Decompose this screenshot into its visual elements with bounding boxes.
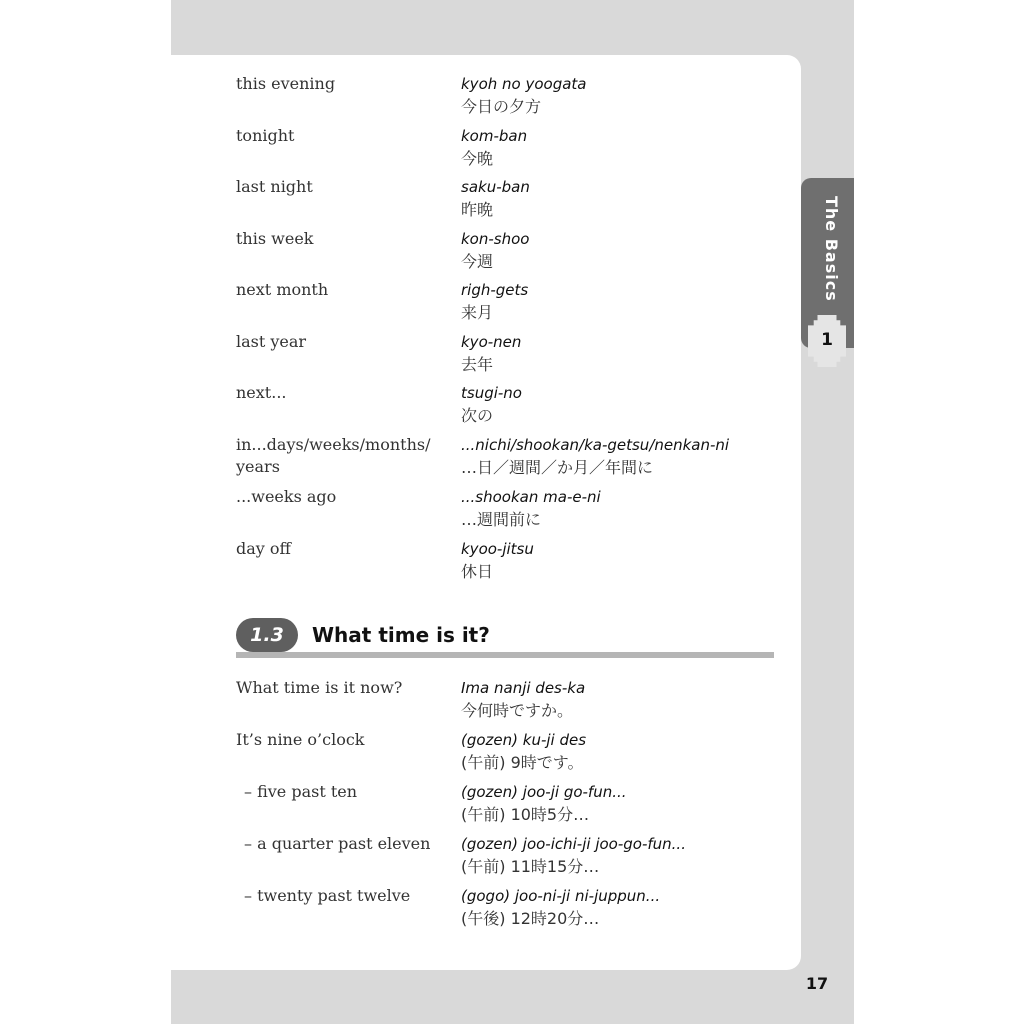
page-number: 17 bbox=[805, 974, 829, 993]
phrase-row bbox=[236, 781, 796, 827]
chapter-number: 1 bbox=[821, 330, 833, 350]
phrase-row bbox=[236, 434, 796, 480]
section-heading bbox=[236, 618, 774, 660]
english-phrase: What time is it now? bbox=[236, 678, 403, 697]
translation bbox=[461, 885, 796, 930]
japanese-text: 昨晩 bbox=[461, 200, 494, 219]
translation bbox=[461, 434, 796, 479]
romaji-text: kyoh no yoogata bbox=[461, 75, 587, 93]
japanese-text: …日／週間／か月／年間に bbox=[461, 458, 654, 477]
translation bbox=[461, 331, 796, 376]
phrase-row bbox=[236, 331, 796, 377]
translation bbox=[461, 279, 796, 324]
japanese-text: (午前) 10時5分… bbox=[461, 805, 590, 824]
phrase-row bbox=[236, 125, 796, 171]
translation bbox=[461, 73, 796, 118]
japanese-text: 来月 bbox=[461, 303, 494, 322]
translation bbox=[461, 125, 796, 170]
romaji-text: ...shookan ma-e-ni bbox=[461, 488, 601, 506]
english-phrase: last year bbox=[236, 331, 307, 351]
japanese-text: 今週 bbox=[461, 251, 494, 271]
phrase-row bbox=[236, 279, 796, 325]
japanese-text: …週間前に bbox=[461, 510, 542, 529]
romaji-text: (gozen) joo-ji go-fun... bbox=[461, 783, 627, 801]
english-phrase: – twenty past twelve bbox=[244, 886, 411, 905]
japanese-text: 今晩 bbox=[461, 148, 494, 168]
japanese-text: (午前) 11時15分… bbox=[461, 857, 600, 876]
translation bbox=[461, 781, 796, 826]
translation bbox=[461, 538, 796, 583]
japanese-text: (午後) 12時20分… bbox=[461, 909, 600, 928]
english-phrase: this week bbox=[236, 228, 314, 248]
japanese-text: 今何時ですか。 bbox=[461, 701, 574, 720]
english-phrase: – a quarter past eleven bbox=[244, 834, 431, 853]
phrase-row bbox=[236, 176, 796, 222]
translation bbox=[461, 228, 796, 273]
romaji-text: kon-shoo bbox=[461, 229, 530, 248]
romaji-text: righ-gets bbox=[461, 281, 529, 299]
phrase-row bbox=[236, 833, 796, 879]
translation bbox=[461, 677, 796, 722]
phrase-row bbox=[236, 382, 796, 428]
japanese-text: 去年 bbox=[461, 354, 494, 374]
english-phrase: It’s nine o’clock bbox=[236, 730, 365, 749]
english-phrase: – five past ten bbox=[244, 782, 358, 801]
japanese-text: 次の bbox=[461, 406, 494, 425]
japanese-text: 今日の夕方 bbox=[461, 97, 542, 116]
romaji-text: (gogo) joo-ni-ji ni-juppun... bbox=[461, 887, 661, 905]
english-phrase: last night bbox=[236, 177, 313, 196]
phrase-row bbox=[236, 73, 796, 119]
chapter-tab-label: The Basics bbox=[822, 196, 841, 302]
phrase-row bbox=[236, 486, 796, 532]
romaji-text: (gozen) joo-ichi-ji joo-go-fun... bbox=[461, 835, 686, 853]
phrase-row bbox=[236, 228, 796, 274]
romaji-text: (gozen) ku-ji des bbox=[461, 731, 587, 749]
phrase-row bbox=[236, 677, 796, 723]
phrase-row bbox=[236, 729, 796, 775]
english-phrase: this evening bbox=[236, 74, 336, 93]
romaji-text: tsugi-no bbox=[461, 384, 522, 402]
english-phrase: day off bbox=[236, 539, 291, 558]
translation bbox=[461, 382, 796, 427]
phrase-row bbox=[236, 538, 796, 584]
section-number-badge: 1.3 bbox=[236, 618, 298, 652]
romaji-text: kom-ban bbox=[461, 126, 528, 145]
english-phrase: next... bbox=[236, 383, 287, 402]
translation bbox=[461, 486, 796, 531]
phrase-row bbox=[236, 885, 796, 931]
translation bbox=[461, 833, 796, 878]
translation bbox=[461, 729, 796, 774]
english-phrase: ...weeks ago bbox=[236, 487, 337, 506]
section-divider bbox=[236, 652, 774, 658]
romaji-text: ...nichi/shookan/ka-getsu/nenkan-ni bbox=[461, 436, 730, 454]
japanese-text: (午前) 9時です。 bbox=[461, 753, 584, 772]
romaji-text: kyoo-jitsu bbox=[461, 540, 534, 558]
english-phrase: tonight bbox=[236, 125, 295, 145]
romaji-text: Ima nanji des-ka bbox=[461, 679, 586, 697]
english-phrase: next month bbox=[236, 280, 329, 299]
romaji-text: saku-ban bbox=[461, 178, 530, 196]
english-phrase: in...days/weeks/months/ years bbox=[236, 435, 431, 476]
translation bbox=[461, 176, 796, 221]
section-title: What time is it? bbox=[312, 623, 490, 647]
romaji-text: kyo-nen bbox=[461, 332, 522, 351]
japanese-text: 休日 bbox=[461, 562, 494, 581]
